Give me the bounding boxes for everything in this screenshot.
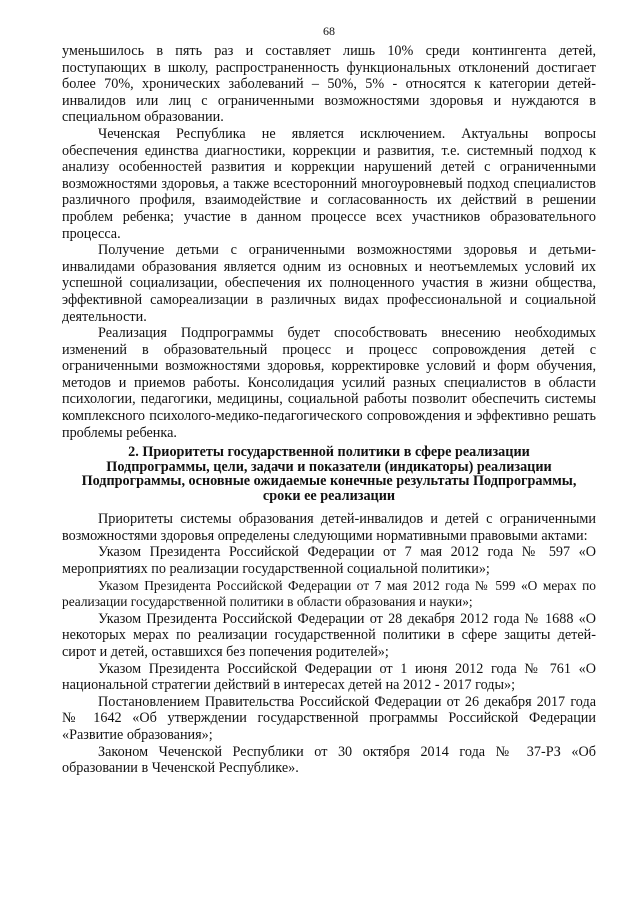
list-item-resolution-1642: Постановлением Правительства Российской Федерации от 26 декабря 2017 года № 1642 «Об утверждении государственной программы Российской Федерации «Развитие образования»; — [62, 693, 596, 743]
page-number: 68 — [323, 24, 335, 38]
list-item-decree-761: Указом Президента Российской Федерации от 1 июня 2012 года № 761 «О национальной стратегии действий в интересах детей на 2012 - 2017 годы»; — [62, 660, 596, 694]
section-heading — [62, 445, 596, 503]
paragraph-chechen-republic: Чеченская Республика не является исключением. Актуальны вопросы обеспечения единства диагностики, коррекции и развития, т.е. системный подход к анализу особенностей развития и коррекции нарушений детей с ограниченными возможностями здоровья, а также всесторонний многоуровневый подход специалистов различного профиля, взаимодействие и согласованность их действий в решении проблем ребенка; участие в данном процессе всех участников образовательного процесса. — [62, 125, 596, 242]
document-page — [62, 24, 596, 777]
paragraph-priorities: Приоритеты системы образования детей-инвалидов и детей с ограниченными возможностями здоровья определены следующими нормативными правовыми актами: — [62, 511, 596, 544]
list-item-decree-1688: Указом Президента Российской Федерации от 28 декабря 2012 года № 1688 «О некоторых мерах по реализации государственной политики в сфере защиты детей-сирот и детей, оставшихся без попечения родителей»; — [62, 610, 596, 660]
paragraph-continuation: уменьшилось в пять раз и составляет лишь 10% среди контингента детей, поступающих в школу, распространенность функциональных отклонений достигает более 70%, хронических заболеваний – 50%, 5% - относятся к категории детей-инвалидов или лиц с ограниченными возможностями здоровья и нуждаются в специальном образовании. — [62, 43, 596, 126]
list-item-decree-599: Указом Президента Российской Федерации от 7 мая 2012 года № 599 «О мерах по реализации государственной политики в области образования и науки»; — [62, 577, 596, 610]
list-item-decree-597: Указом Президента Российской Федерации от 7 мая 2012 года № 597 «О мероприятиях по реализации государственной социальной политики»; — [62, 544, 596, 578]
paragraph-education-access: Получение детьми с ограниченными возможностями здоровья и детьми-инвалидами образования является одним из основных и неотъемлемых условий их успешной социализации, обеспечения их полноценного участия в жизни общества, эффективной самореализации в различных видах профессиональной и социальной деятельности. — [62, 242, 596, 325]
section-heading-line-4: сроки ее реализации — [262, 487, 396, 504]
paragraph-subprogram-implementation: Реализация Подпрограммы будет способствовать внесению необходимых изменений в образовательный процесс и процесс сопровождения детей с ограниченными возможностями здоровья, корректировке условий и форм обучения, методов и приемов работы. Консолидация усилий разных специалистов в области психологии, педагогики, медицины, социальной работы позволит обеспечить системы комплексного психолого-медико-педагогического сопровождения и эффективно решать проблемы ребенка. — [62, 325, 596, 441]
section-heading-line-1: 2. Приоритеты государственной политики в сфере реализации — [128, 444, 530, 461]
list-item-law-37-rz: Законом Чеченской Республики от 30 октября 2014 года № 37-РЗ «Об образовании в Чеченской Республике». — [62, 743, 596, 777]
section-heading-line-3: Подпрограммы, основные ожидаемые конечные результаты Подпрограммы, — [81, 473, 577, 490]
section-heading-line-2: Подпрограммы, цели, задачи и показатели (индикаторы) реализации — [106, 458, 552, 475]
